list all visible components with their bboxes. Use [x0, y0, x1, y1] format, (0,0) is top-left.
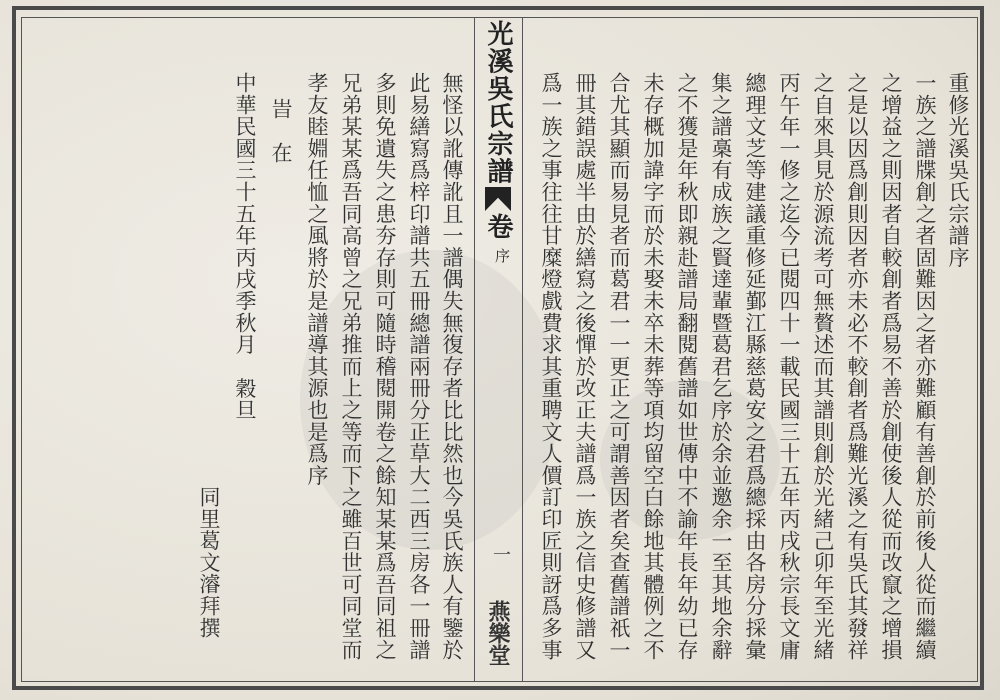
preface-heading: 重修光溪吳氏宗譜序	[946, 72, 970, 269]
text-column: 多則免遺失之患夯存則可隨時稽閱開卷之餘知某某爲吾同祖之	[373, 72, 397, 661]
date-prefix-2: 在	[269, 141, 293, 164]
text-column: 冊其錯誤處半由於繕寫之後憚於改正夫譜爲一族之信史修譜又	[573, 72, 597, 661]
spine-rule-right	[522, 17, 523, 682]
book-title	[481, 20, 515, 241]
text-column: 兄弟某某爲吾同高曾之兄弟推而上之等而下之雖百世可同堂而	[339, 72, 363, 661]
text-column: 之增益之則因者自較創者爲易不善於創使後人從而改竄之增損	[879, 72, 903, 661]
text-column: 此易繕寫爲梓印譜共五冊總譜兩冊分正草大二西三房各一冊譜	[407, 72, 431, 661]
hall-name: 燕樂堂	[485, 600, 511, 666]
book-title-text: 光溪吳氏宗譜	[483, 20, 513, 185]
date-prefix	[266, 98, 296, 164]
date-text: 中華民國三十五年丙戌季秋月	[233, 72, 257, 356]
volume-label: 卷	[483, 213, 513, 241]
text-column: 丙午年一修之迄今已閱四十一載民國三十五年丙戌秋宗長文庸	[777, 72, 801, 661]
text-column: 孝友睦婣任恤之風將於是譜導其源也是爲序	[305, 72, 329, 487]
text-column: 爲一族之事往往甘糜燈戲費求其重聘文人價訂印匠則訝爲多事	[539, 72, 563, 661]
spine-rule-left	[474, 17, 475, 682]
text-column: 之自來具見於源流考可無贅述而其譜則創於光緒己卯年至光緒	[811, 72, 835, 661]
text-column: 之是以因爲創則因者亦未必不較創者爲難光溪之有吳氏其發祥	[845, 72, 869, 661]
fishtail-mark-icon	[485, 187, 511, 211]
page-number: 一	[490, 545, 511, 563]
text-column: 集之譜槀有成族之賢達輩暨葛君乞序於余並邀余一至其地余辭	[709, 72, 733, 661]
section-label: 序	[493, 248, 511, 263]
text-column: 總理文芝等建議重修延鄞江縣慈葛安之君爲總採由各房分採彙	[743, 72, 767, 661]
date-prefix-1: 旹	[269, 98, 293, 120]
date-line	[230, 72, 260, 421]
text-column: 一族之譜牒創之者固難因之者亦難顧有善創於前後人從而繼續	[913, 72, 937, 661]
text-column: 之不獲是年秋即親赴譜局翻閱舊譜如世傳中不諭年長年幼已存	[675, 72, 699, 661]
text-column: 無怪以訛傳訛且一譜偶失無復存者比比然也今吳氏族人有鑒於	[440, 72, 464, 661]
text-column: 未存概加諱字而於未娶未卒未葬等項均留空白餘地其體例之不	[641, 72, 665, 661]
author-signature: 同里葛文濬拜撰	[197, 486, 221, 639]
text-column: 合尤其顯而易見者而葛君一一更正之可謂善因者矣查舊譜祇一	[607, 72, 631, 661]
date-suffix: 穀旦	[233, 377, 257, 422]
